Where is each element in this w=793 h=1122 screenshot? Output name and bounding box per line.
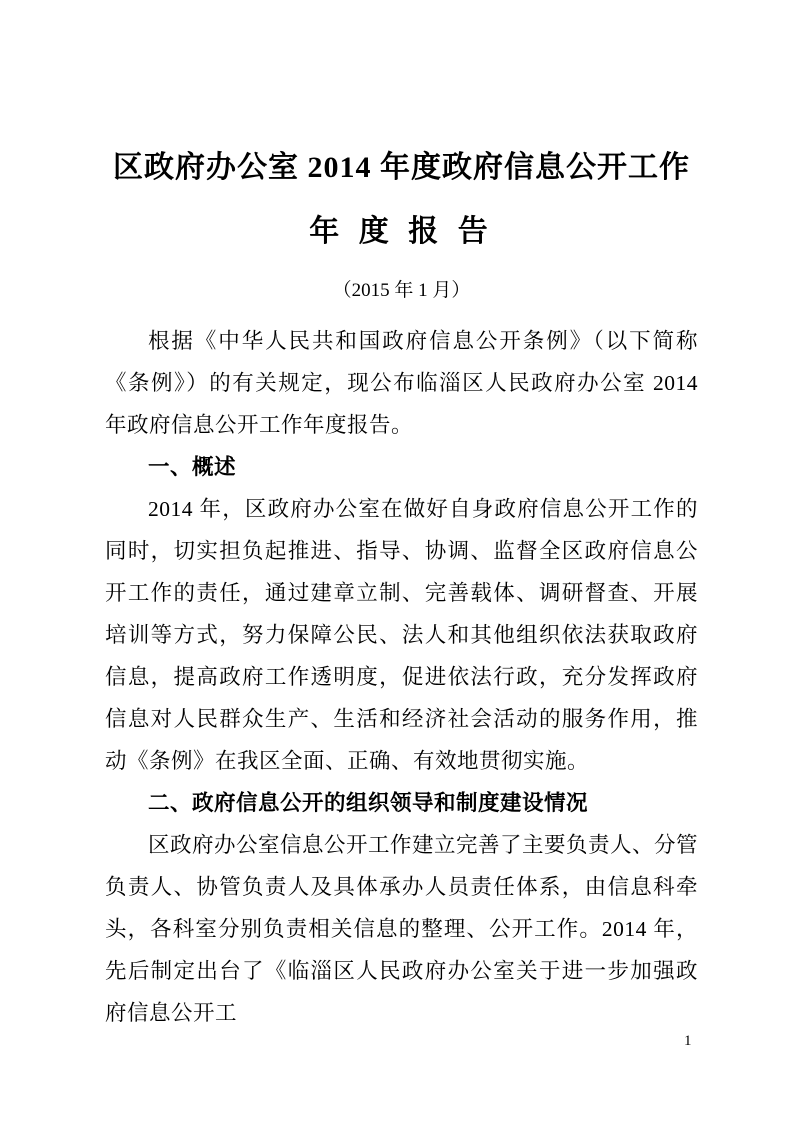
document-title-line2: 年 度 报 告 <box>309 215 494 248</box>
document-date: （2015 年 1 月） <box>332 280 471 301</box>
section-organization-paragraph: 区政府办公室信息公开工作建立完善了主要负责人、分管负责人、协管负责人及具体承办人员责任体系，由信息科牵头，各科室分别负责相关信息的整理、公开工作。2014 年，先后制定出台了《临淄区人民政府办公室关于进一步加强政府信息公开工 <box>105 833 699 1025</box>
intro-paragraph: 根据《中华人民共和国政府信息公开条例》（以下简称《条例》）的有关规定，现公布临淄区人民政府办公室 2014 年政府信息公开工作年度报告。 <box>105 329 698 437</box>
section-heading-overview: 一、概述 <box>148 455 237 479</box>
page-number: 1 <box>684 1033 692 1049</box>
section-heading-organization: 二、政府信息公开的组织领导和制度建设情况 <box>148 791 589 815</box>
section-overview-paragraph: 2014 年，区政府办公室在做好自身政府信息公开工作的同时，切实担负起推进、指导、协调、监督全区政府信息公开工作的责任，通过建章立制、完善载体、调研督查、开展培训等方式，努力保障公民、法人和其他组织依法获取政府信息，提高政府工作透明度，促进依法行政，充分发挥政府信息对人民群众生产、生活和经济社会活动的服务作用，推动《条例》在我区全面、正确、有效地贯彻实施。 <box>105 497 698 773</box>
document-title-line1: 区政府办公室 2014 年度政府信息公开工作 <box>113 151 690 184</box>
